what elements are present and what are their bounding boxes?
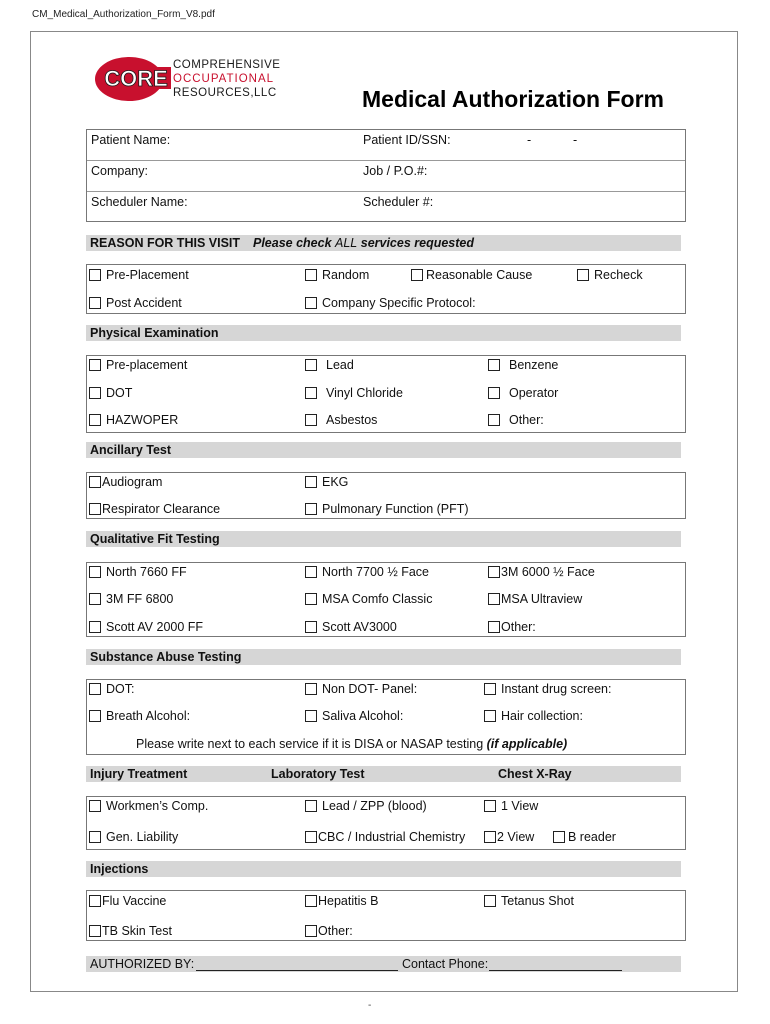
injection-hepatitis-b[interactable]: Hepatitis B [305,894,378,908]
ancillary-respirator-clearance[interactable]: Respirator Clearance [89,502,220,516]
physical-heading-bar [86,325,681,341]
checkbox[interactable] [305,895,317,907]
physical-heading: Physical Examination [90,326,219,340]
injection-flu-vaccine[interactable]: Flu Vaccine [89,894,166,908]
checkbox[interactable] [305,831,317,843]
logo-mark: CORE [104,66,168,91]
checkbox[interactable] [305,621,317,633]
injury-gen-liability[interactable]: Gen. Liability [89,830,178,844]
authorization-bar [86,956,681,972]
checkbox[interactable] [89,593,101,605]
injury-workmens-comp[interactable]: Workmen’s Comp. [89,799,208,813]
patient-id-sep-1: - [527,133,532,147]
checkbox[interactable] [305,800,317,812]
checkbox[interactable] [488,621,500,633]
checkbox[interactable] [89,683,101,695]
checkbox[interactable] [305,414,317,426]
physical-lead[interactable]: Lead [305,358,354,372]
fit-north-7700[interactable]: North 7700 ½ Face [305,565,429,579]
checkbox[interactable] [89,476,101,488]
checkbox[interactable] [488,387,500,399]
patient-id-label: Patient ID/SSN: [363,133,451,147]
substance-instant-drug-screen[interactable]: Instant drug screen: [484,682,611,696]
checkbox[interactable] [553,831,565,843]
checkbox[interactable] [89,503,101,515]
ancillary-heading-bar [86,442,681,458]
checkbox[interactable] [488,593,500,605]
checkbox[interactable] [305,710,317,722]
substance-dot[interactable]: DOT: [89,682,134,696]
checkbox[interactable] [488,414,500,426]
file-name: CM_Medical_Authorization_Form_V8.pdf [32,9,215,20]
checkbox[interactable] [89,566,101,578]
fit-scott-av-2000[interactable]: Scott AV 2000 FF [89,620,203,634]
scheduler-number-label: Scheduler #: [363,195,434,209]
page-title: Medical Authorization Form [362,86,664,112]
checkbox[interactable] [305,297,317,309]
fit-msa-comfo-classic[interactable]: MSA Comfo Classic [305,592,432,606]
checkbox[interactable] [89,387,101,399]
checkbox[interactable] [89,269,101,281]
fit-3m-6000[interactable]: 3M 6000 ½ Face [488,565,595,579]
reason-post-accident[interactable]: Post Accident [89,296,182,310]
injections-box [86,890,686,941]
reason-heading: REASON FOR THIS VISIT [90,236,241,250]
job-po-label: Job / P.O.#: [363,164,428,178]
patient-id-sep-2: - [573,133,578,147]
physical-other[interactable]: Other: [488,413,544,427]
fit-heading: Qualitative Fit Testing [90,532,220,546]
checkbox[interactable] [305,925,317,937]
lab-lead-zpp[interactable]: Lead / ZPP (blood) [305,799,427,813]
chest-1-view[interactable]: 1 View [484,799,538,813]
contact-phone-label: Contact Phone: [402,957,489,971]
chest-b-reader[interactable]: B reader [553,830,616,844]
checkbox[interactable] [488,566,500,578]
checkbox[interactable] [89,895,101,907]
reason-reasonable-cause[interactable]: Reasonable Cause [411,268,532,282]
fit-other[interactable]: Other: [488,620,536,634]
substance-heading: Substance Abuse Testing [90,650,242,664]
fit-north-7660[interactable]: North 7660 FF [89,565,187,579]
checkbox[interactable] [305,359,317,371]
reason-instruction: Please check ALL services requested [253,236,475,250]
physical-hazwoper[interactable]: HAZWOPER [89,413,178,427]
checkbox[interactable] [484,800,496,812]
page-mark: - [368,1000,372,1011]
checkbox[interactable] [411,269,423,281]
checkbox[interactable] [305,503,317,515]
checkbox[interactable] [89,925,101,937]
checkbox[interactable] [305,269,317,281]
injections-heading: Injections [90,862,149,876]
injury-heading: Injury Treatment [90,767,188,781]
patient-name-label: Patient Name: [91,133,171,147]
ancillary-heading: Ancillary Test [90,443,172,457]
lab-cbc-industrial-chemistry[interactable]: CBC / Industrial Chemistry [305,830,465,844]
ancillary-audiogram[interactable]: Audiogram [89,475,162,489]
physical-benzene[interactable]: Benzene [488,358,558,372]
authorized-by-field[interactable] [196,957,398,971]
fit-scott-av3000[interactable]: Scott AV3000 [305,620,397,634]
physical-dot[interactable]: DOT [89,386,132,400]
checkbox[interactable] [305,683,317,695]
substance-non-dot-panel[interactable]: Non DOT- Panel: [305,682,417,696]
checkbox[interactable] [484,831,496,843]
chest-2-view[interactable]: 2 View [484,830,534,844]
checkbox[interactable] [89,800,101,812]
checkbox[interactable] [89,710,101,722]
physical-vinyl-chloride[interactable]: Vinyl Chloride [305,386,403,400]
checkbox[interactable] [305,476,317,488]
ancillary-pulmonary-function[interactable]: Pulmonary Function (PFT) [305,502,469,516]
fit-heading-bar [86,531,681,547]
reason-pre-placement[interactable]: Pre-Placement [89,268,189,282]
fit-msa-ultraview[interactable]: MSA Ultraview [488,592,582,606]
checkbox[interactable] [484,710,496,722]
substance-hair-collection[interactable]: Hair collection: [484,709,583,723]
substance-note: Please write next to each service if it is DISA or NASAP testing (if applicable) [136,737,568,751]
logo-line2: OCCUPATIONAL [173,73,275,85]
reason-company-protocol[interactable]: Company Specific Protocol: [305,296,476,310]
physical-operator[interactable]: Operator [488,386,558,400]
checkbox[interactable] [488,359,500,371]
injection-tb-skin-test[interactable]: TB Skin Test [89,924,172,938]
reason-random[interactable]: Random [305,268,369,282]
injection-tetanus-shot[interactable]: Tetanus Shot [484,894,574,908]
company-label: Company: [91,164,148,178]
scheduler-name-label: Scheduler Name: [91,195,188,209]
checkbox[interactable] [484,895,496,907]
reason-heading-bar [86,235,681,251]
checkbox[interactable] [89,359,101,371]
checkbox[interactable] [484,683,496,695]
physical-asbestos[interactable]: Asbestos [305,413,377,427]
checkbox[interactable] [89,297,101,309]
contact-phone-field[interactable] [489,957,622,971]
substance-heading-bar [86,649,681,665]
checkbox[interactable] [305,593,317,605]
physical-pre-placement[interactable]: Pre-placement [89,358,187,372]
injury-heading-bar [86,766,681,782]
fit-3m-ff-6800[interactable]: 3M FF 6800 [89,592,173,606]
core-logo [93,55,293,103]
substance-breath-alcohol[interactable]: Breath Alcohol: [89,709,190,723]
injections-heading-bar [86,861,681,877]
checkbox[interactable] [89,414,101,426]
logo-line1: COMPREHENSIVE [173,59,281,71]
checkbox[interactable] [89,831,101,843]
checkbox[interactable] [577,269,589,281]
checkbox[interactable] [89,621,101,633]
lab-heading: Laboratory Test [271,767,365,781]
logo-line3: RESOURCES,LLC [173,87,277,99]
ancillary-ekg[interactable]: EKG [305,475,348,489]
chest-xray-heading: Chest X-Ray [498,767,572,781]
checkbox[interactable] [305,566,317,578]
reason-recheck[interactable]: Recheck [577,268,643,282]
checkbox[interactable] [305,387,317,399]
substance-saliva-alcohol[interactable]: Saliva Alcohol: [305,709,403,723]
core-logo-graphic [93,55,293,103]
injection-other[interactable]: Other: [305,924,353,938]
authorized-by-label: AUTHORIZED BY: [90,957,195,971]
